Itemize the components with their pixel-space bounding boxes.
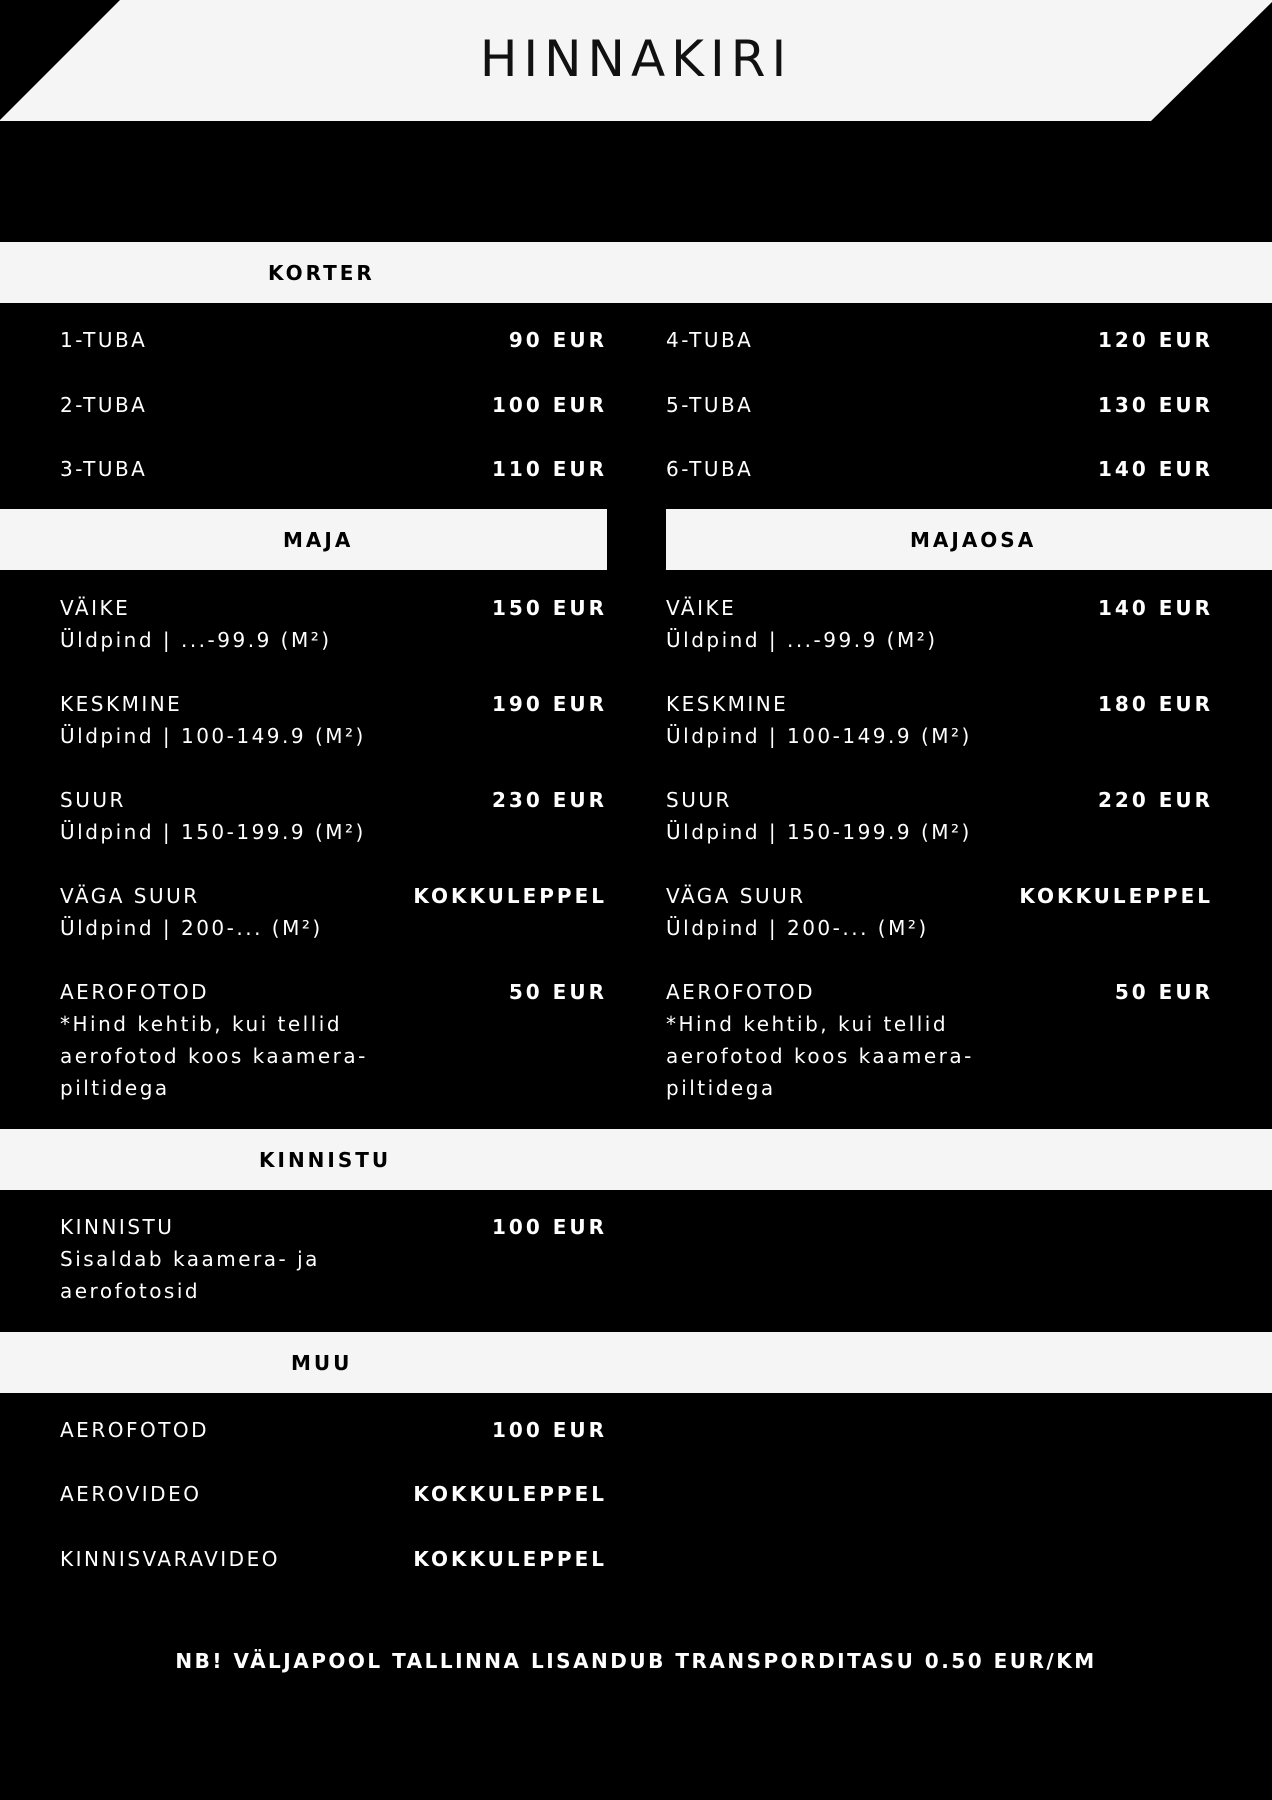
- item-price: 100 EUR: [491, 1418, 607, 1442]
- price-row: [666, 453, 1213, 485]
- item-description: Üldpind | 150-199.9 (M²): [60, 820, 366, 844]
- item-label: 3-TUBA: [60, 457, 148, 481]
- price-row: [60, 453, 607, 485]
- item-price: KOKKULEPPEL: [413, 1547, 607, 1571]
- title-banner: [0, 0, 1272, 121]
- item-label: AEROFOTOD: [666, 980, 816, 1004]
- item-label: VÄGA SUUR: [666, 884, 806, 908]
- item-price: 230 EUR: [491, 788, 607, 812]
- section-heading-kinnistu: [0, 1129, 1272, 1190]
- item-price: 150 EUR: [491, 596, 607, 620]
- item-price: 90 EUR: [508, 328, 607, 352]
- item-description: Üldpind | 200-... (M²): [666, 916, 929, 940]
- item-label: AEROFOTOD: [60, 1418, 210, 1442]
- item-price: 190 EUR: [491, 692, 607, 716]
- price-row: [60, 688, 607, 752]
- price-row: [60, 1211, 607, 1307]
- item-label: SUUR: [666, 788, 732, 812]
- item-description: Sisaldab kaamera- ja aerofotosid: [60, 1247, 320, 1303]
- item-label: KINNISVARAVIDEO: [60, 1547, 280, 1571]
- page-title: HINNAKIRI: [479, 30, 793, 88]
- item-price: 100 EUR: [491, 393, 607, 417]
- item-price: 140 EUR: [1097, 596, 1213, 620]
- item-description: Üldpind | 150-199.9 (M²): [666, 820, 972, 844]
- item-description: Üldpind | 100-149.9 (M²): [666, 724, 972, 748]
- price-row: [60, 976, 607, 1100]
- section-heading-majaosa-text: MAJAOSA: [910, 527, 1037, 552]
- price-row: [60, 324, 607, 356]
- item-price: KOKKULEPPEL: [1019, 884, 1213, 908]
- section-heading-majaosa: [666, 509, 1272, 570]
- item-label: 1-TUBA: [60, 328, 148, 352]
- transport-fee-note: NB! VÄLJAPOOL TALLINNA LISANDUB TRANSPORDITASU 0.50 EUR/KM: [175, 1649, 1097, 1673]
- price-row: [60, 592, 607, 656]
- price-row: [666, 880, 1213, 944]
- item-label: KESKMINE: [60, 692, 183, 716]
- item-label: 2-TUBA: [60, 393, 148, 417]
- item-description: *Hind kehtib, kui tellid aerofotod koos kaamera-piltidega: [666, 1012, 974, 1100]
- section-heading-muu: [0, 1332, 1272, 1393]
- price-row: [60, 1414, 607, 1446]
- price-row: [666, 784, 1213, 848]
- price-row: [666, 976, 1213, 1100]
- item-price: 50 EUR: [508, 980, 607, 1004]
- price-row: [666, 688, 1213, 752]
- item-label: AEROVIDEO: [60, 1482, 202, 1506]
- item-price: 110 EUR: [491, 457, 607, 481]
- item-label: 6-TUBA: [666, 457, 754, 481]
- item-label: KINNISTU: [60, 1215, 175, 1239]
- item-label: 5-TUBA: [666, 393, 754, 417]
- item-label: VÄIKE: [60, 596, 131, 620]
- item-price: 100 EUR: [491, 1215, 607, 1239]
- item-label: SUUR: [60, 788, 126, 812]
- item-label: KESKMINE: [666, 692, 789, 716]
- item-price: 50 EUR: [1114, 980, 1213, 1004]
- item-price: KOKKULEPPEL: [413, 884, 607, 908]
- price-row: [60, 1543, 607, 1575]
- item-label: VÄIKE: [666, 596, 737, 620]
- section-heading-kinnistu-text: KINNISTU: [259, 1147, 392, 1172]
- section-heading-korter: [0, 242, 1272, 303]
- section-heading-korter-text: KORTER: [268, 260, 375, 285]
- price-row: [60, 784, 607, 848]
- item-description: Üldpind | 200-... (M²): [60, 916, 323, 940]
- price-row: [666, 592, 1213, 656]
- item-label: VÄGA SUUR: [60, 884, 200, 908]
- item-price: 220 EUR: [1097, 788, 1213, 812]
- price-row: [666, 389, 1213, 421]
- section-heading-maja-text: MAJA: [283, 527, 354, 552]
- price-row: [60, 1478, 607, 1510]
- item-description: Üldpind | 100-149.9 (M²): [60, 724, 366, 748]
- item-description: Üldpind | ...-99.9 (M²): [60, 628, 332, 652]
- price-row: [666, 324, 1213, 356]
- price-row: [60, 880, 607, 944]
- item-price: 180 EUR: [1097, 692, 1213, 716]
- price-row: [60, 389, 607, 421]
- item-price: 130 EUR: [1097, 393, 1213, 417]
- item-price: KOKKULEPPEL: [413, 1482, 607, 1506]
- item-label: AEROFOTOD: [60, 980, 210, 1004]
- item-price: 140 EUR: [1097, 457, 1213, 481]
- item-price: 120 EUR: [1097, 328, 1213, 352]
- item-description: Üldpind | ...-99.9 (M²): [666, 628, 938, 652]
- item-label: 4-TUBA: [666, 328, 754, 352]
- item-description: *Hind kehtib, kui tellid aerofotod koos kaamera-piltidega: [60, 1012, 368, 1100]
- section-heading-muu-text: MUU: [291, 1350, 353, 1375]
- section-heading-maja: [0, 509, 607, 570]
